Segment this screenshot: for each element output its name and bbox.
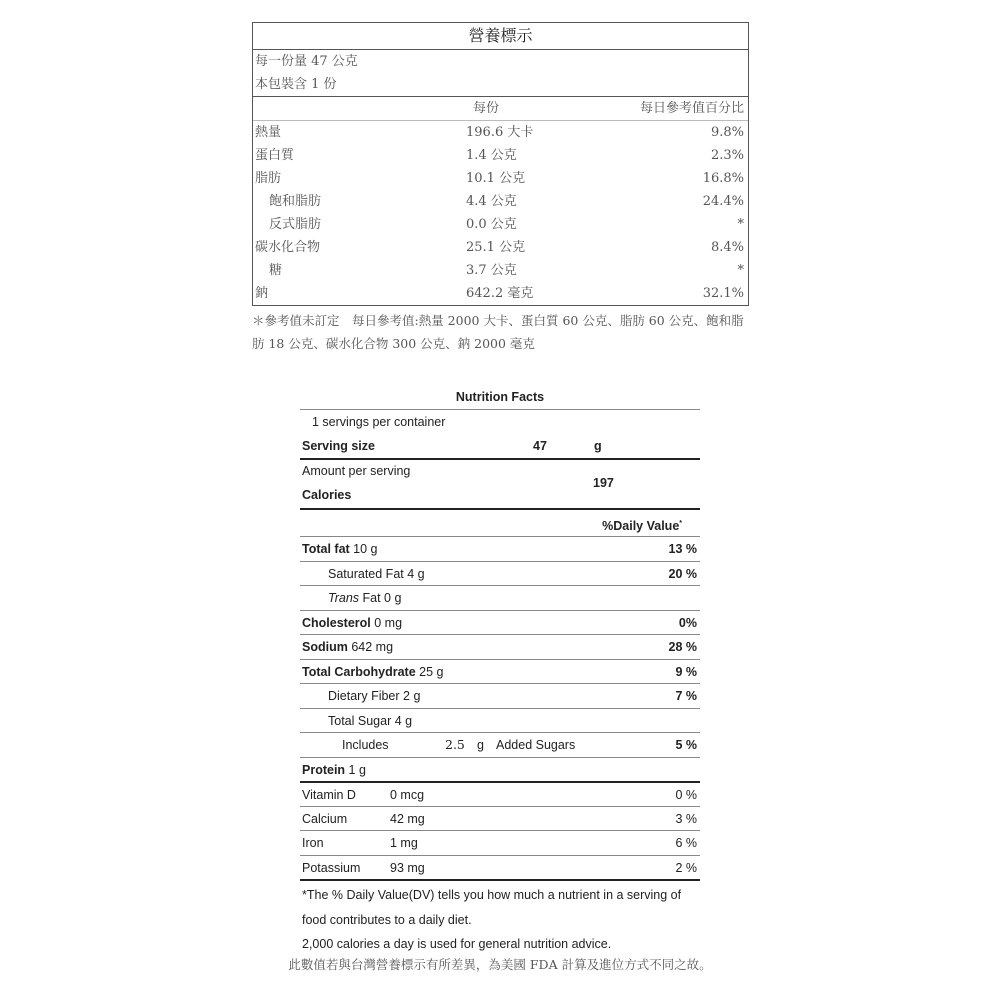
serving-size-unit: g [594, 438, 602, 453]
daily-value-header: %Daily Value* [300, 508, 700, 536]
taiwan-label-table [252, 22, 749, 306]
tw-title: 營養標示 [253, 23, 748, 50]
serving-size-row: Serving size 47 g [300, 434, 700, 459]
row-dietary-fiber: Dietary Fiber 2 g 7 % [300, 683, 700, 708]
tw-row-protein: 蛋白質 1.4 公克 2.3% [255, 148, 744, 163]
calories-block [300, 458, 700, 508]
servings-per-container: 1 servings per container [300, 409, 700, 434]
fda-difference-note: 此數值若與台灣營養標示有所差異，為美國 FDA 計算及進位方式不同之故。 [288, 957, 712, 972]
row-cholesterol: Cholesterol 0 mg 0% [300, 610, 700, 635]
tw-servings: 本包裝含 1 份 [253, 73, 748, 97]
row-vitamin-d: Vitamin D 0 mcg 0 % [300, 781, 700, 806]
tw-row-calories: 熱量 196.6 大卡 9.8% [255, 125, 744, 140]
tw-row-saturated-fat: 飽和脂肪 4.4 公克 24.4% [269, 194, 744, 209]
tw-row-carbohydrate: 碳水化合物 25.1 公克 8.4% [255, 240, 744, 255]
tw-row-fat: 脂肪 10.1 公克 16.8% [255, 171, 744, 186]
row-saturated-fat: Saturated Fat 4 g 20 % [300, 561, 700, 586]
us-title: Nutrition Facts [455, 390, 545, 404]
row-total-sugar: Total Sugar 4 g [300, 708, 700, 733]
tw-serving-size: 每一份量 47 公克 [255, 54, 358, 69]
tw-footnote: ＊參考值未訂定 每日參考值:熱量 2000 大卡、蛋白質 60 公克、脂肪 60 公克、飽和脂 肪 18 公克、碳水化合物 300 公克、鈉 2000 毫克 [252, 313, 744, 351]
row-trans-fat: Trans Fat 0 g [300, 585, 700, 610]
serving-size-value: 47 [533, 438, 547, 453]
row-potassium: Potassium 93 mg 2 % [300, 855, 700, 880]
tw-column-header [253, 97, 748, 121]
us-nutrition-facts-label [300, 385, 700, 957]
row-protein: Protein 1 g [300, 757, 700, 782]
row-sodium: Sodium 642 mg 28 % [300, 634, 700, 659]
tw-row-sugar: 糖 3.7 公克 * [269, 263, 744, 278]
row-added-sugars: Includes 2.5 g Added Sugars 5 % [300, 732, 700, 757]
row-iron: Iron 1 mg 6 % [300, 830, 700, 855]
row-calcium: Calcium 42 mg 3 % [300, 806, 700, 831]
amount-per-serving: Amount per serving [302, 464, 411, 478]
row-total-carbohydrate: Total Carbohydrate 25 g 9 % [300, 659, 700, 684]
calories-label: Calories [302, 488, 352, 502]
calories-value: 197 [593, 476, 614, 490]
tw-row-trans-fat: 反式脂肪 0.0 公克 * [269, 217, 744, 232]
row-total-fat: Total fat 10 g 13 % [300, 536, 700, 561]
tw-col-per: 每份 [473, 101, 500, 116]
tw-row-sodium: 鈉 642.2 毫克 32.1% [255, 286, 744, 301]
us-footnote: *The % Daily Value(DV) tells you how much a nutrient in a serving of food contributes to a daily diet. 2,000 calories a day is used for general nutrition advice. [300, 879, 700, 957]
taiwan-nutrition-label [252, 22, 749, 355]
tw-col-dv: 每日參考值百分比 [639, 101, 744, 116]
